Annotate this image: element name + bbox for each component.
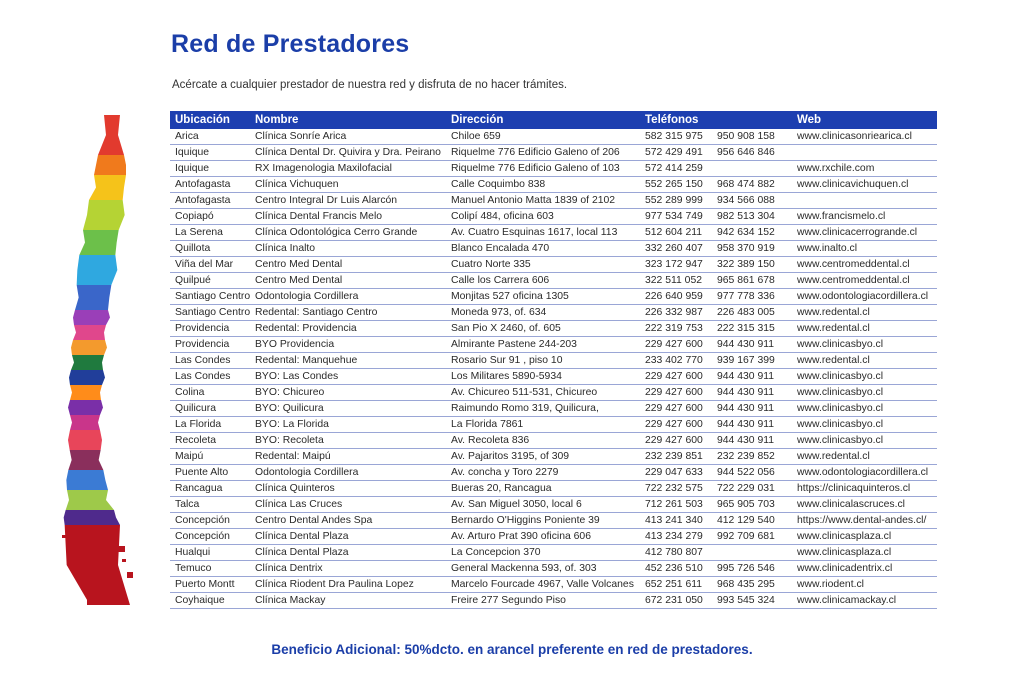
cell-ubicacion: Iquique (170, 161, 250, 177)
map-region (79, 230, 118, 255)
cell-nombre: Clínica Riodent Dra Paulina Lopez (250, 577, 446, 593)
cell-web[interactable]: www.rxchile.com (792, 161, 937, 177)
map-region (77, 255, 118, 285)
map-region (71, 355, 104, 370)
table-row (170, 417, 937, 433)
map-region (71, 340, 107, 355)
map-island (92, 547, 96, 550)
table-row (170, 289, 937, 305)
cell-direccion: Calle Coquimbo 838 (446, 177, 640, 193)
cell-web[interactable]: www.odontologiacordillera.cl (792, 465, 937, 481)
cell-ubicacion: Hualqui (170, 545, 250, 561)
cell-nombre: Clínica Dentrix (250, 561, 446, 577)
table-row (170, 193, 937, 209)
cell-ubicacion: Recoleta (170, 433, 250, 449)
cell-direccion: Colipí 484, oficina 603 (446, 209, 640, 225)
cell-direccion: Av. concha y Toro 2279 (446, 465, 640, 481)
cell-web[interactable]: www.clinicasbyo.cl (792, 385, 937, 401)
cell-nombre: RX Imagenologia Maxilofacial (250, 161, 446, 177)
cell-telefono-2: 944 430 911 (712, 369, 792, 385)
table-row (170, 225, 937, 241)
map-region (70, 385, 102, 400)
cell-direccion: Monjitas 527 oficina 1305 (446, 289, 640, 305)
cell-telefono-1: 229 047 633 (640, 465, 712, 481)
cell-nombre: Clínica Mackay (250, 593, 446, 609)
cell-direccion: Bernardo O'Higgins Poniente 39 (446, 513, 640, 529)
cell-telefono-2: 965 861 678 (712, 273, 792, 289)
cell-nombre: BYO Providencia (250, 337, 446, 353)
cell-web[interactable]: www.clinicamackay.cl (792, 593, 937, 609)
cell-web[interactable]: www.clinicasbyo.cl (792, 401, 937, 417)
cell-telefono-2: 232 239 852 (712, 449, 792, 465)
cell-telefono-2: 965 905 703 (712, 497, 792, 513)
cell-telefono-1: 552 265 150 (640, 177, 712, 193)
cell-ubicacion: Arica (170, 129, 250, 145)
table-row (170, 513, 937, 529)
cell-web[interactable]: www.clinicasbyo.cl (792, 417, 937, 433)
cell-ubicacion: Puente Alto (170, 465, 250, 481)
cell-telefono-2: 934 566 088 (712, 193, 792, 209)
cell-web[interactable]: www.clinicasplaza.cl (792, 529, 937, 545)
cell-telefono-2: 968 435 295 (712, 577, 792, 593)
cell-telefono-1: 413 234 279 (640, 529, 712, 545)
cell-telefono-1: 412 780 807 (640, 545, 712, 561)
map-island (87, 600, 95, 605)
footer-benefit-note: Beneficio Adicional: 50%dcto. en arancel preferente en red de prestadores. (271, 642, 753, 657)
page-subtitle: Acércate a cualquier prestador de nuestra red y disfruta de no hacer trámites. (172, 79, 568, 91)
cell-nombre: BYO: Recoleta (250, 433, 446, 449)
cell-telefono-2: 412 129 540 (712, 513, 792, 529)
cell-nombre: Clínica Sonríe Arica (250, 129, 446, 145)
map-island (97, 560, 103, 566)
cell-web[interactable]: www.francismelo.cl (792, 209, 937, 225)
cell-telefono-2: 944 522 056 (712, 465, 792, 481)
cell-ubicacion: Copiapó (170, 209, 250, 225)
cell-telefono-2 (712, 161, 792, 177)
cell-web[interactable]: www.centromeddental.cl (792, 273, 937, 289)
cell-ubicacion: Viña del Mar (170, 257, 250, 273)
cell-telefono-1: 572 429 491 (640, 145, 712, 161)
cell-ubicacion: Talca (170, 497, 250, 513)
cell-web (792, 193, 937, 209)
table-row (170, 321, 937, 337)
cell-direccion: Manuel Antonio Matta 1839 of 2102 (446, 193, 640, 209)
cell-web[interactable]: www.redental.cl (792, 353, 937, 369)
cell-web[interactable]: www.centromeddental.cl (792, 257, 937, 273)
cell-telefono-2: 977 778 336 (712, 289, 792, 305)
cell-telefono-1: 452 236 510 (640, 561, 712, 577)
column-header-ubicacion: Ubicación (170, 111, 250, 129)
cell-ubicacion: Colina (170, 385, 250, 401)
cell-web[interactable]: www.redental.cl (792, 321, 937, 337)
cell-telefono-2: 993 545 324 (712, 593, 792, 609)
cell-web[interactable]: www.clinicadentrix.cl (792, 561, 937, 577)
cell-ubicacion: Santiago Centro (170, 289, 250, 305)
cell-telefono-1: 233 402 770 (640, 353, 712, 369)
cell-web[interactable]: www.odontologiacordillera.cl (792, 289, 937, 305)
cell-web[interactable]: www.inalto.cl (792, 241, 937, 257)
cell-telefono-1: 722 232 575 (640, 481, 712, 497)
cell-telefono-2: 958 370 919 (712, 241, 792, 257)
cell-direccion: Chiloe 659 (446, 129, 640, 145)
cell-direccion: Riquelme 776 Edificio Galeno of 103 (446, 161, 640, 177)
cell-telefono-2: 968 474 882 (712, 177, 792, 193)
cell-nombre: Clínica Odontológica Cerro Grande (250, 225, 446, 241)
cell-telefono-1: 322 511 052 (640, 273, 712, 289)
cell-direccion: Blanco Encalada 470 (446, 241, 640, 257)
cell-telefono-2: 950 908 158 (712, 129, 792, 145)
cell-telefono-2: 942 634 152 (712, 225, 792, 241)
map-region (64, 510, 120, 525)
cell-nombre: Clínica Las Cruces (250, 497, 446, 513)
cell-ubicacion: Puerto Montt (170, 577, 250, 593)
cell-direccion: Rosario Sur 91 , piso 10 (446, 353, 640, 369)
map-region (68, 450, 103, 470)
cell-ubicacion: Providencia (170, 337, 250, 353)
cell-ubicacion: Iquique (170, 145, 250, 161)
map-island (102, 573, 110, 576)
chile-regions-map-icon (60, 115, 145, 605)
cell-nombre: Clínica Dental Dr. Quivira y Dra. Peirano (250, 145, 446, 161)
table-row (170, 257, 937, 273)
table-row (170, 161, 937, 177)
map-region (83, 200, 125, 230)
cell-telefono-2: 956 646 846 (712, 145, 792, 161)
cell-nombre: Centro Dental Andes Spa (250, 513, 446, 529)
cell-ubicacion: Antofagasta (170, 177, 250, 193)
cell-nombre: Redental: Manquehue (250, 353, 446, 369)
cell-telefono-2: 722 229 031 (712, 481, 792, 497)
table-row (170, 145, 937, 161)
cell-ubicacion: Quillota (170, 241, 250, 257)
cell-ubicacion: Concepción (170, 513, 250, 529)
cell-ubicacion: Maipú (170, 449, 250, 465)
cell-direccion: Av. Pajaritos 3195, of 309 (446, 449, 640, 465)
cell-direccion: Raimundo Romo 319, Quilicura, (446, 401, 640, 417)
table-row (170, 481, 937, 497)
cell-nombre: BYO: La Florida (250, 417, 446, 433)
cell-telefono-2: 944 430 911 (712, 417, 792, 433)
cell-nombre: Redental: Santiago Centro (250, 305, 446, 321)
cell-direccion: La Florida 7861 (446, 417, 640, 433)
cell-telefono-1: 712 261 503 (640, 497, 712, 513)
table-row (170, 209, 937, 225)
cell-web[interactable]: https://clinicaquinteros.cl (792, 481, 937, 497)
cell-nombre: Centro Med Dental (250, 257, 446, 273)
cell-nombre: Odontologia Cordillera (250, 289, 446, 305)
cell-ubicacion: Las Condes (170, 353, 250, 369)
cell-ubicacion: Las Condes (170, 369, 250, 385)
cell-telefono-1: 552 289 999 (640, 193, 712, 209)
cell-telefono-1: 226 640 959 (640, 289, 712, 305)
table-row (170, 561, 937, 577)
table-row (170, 433, 937, 449)
providers-table (170, 111, 937, 609)
map-region (94, 155, 126, 175)
cell-telefono-2: 982 513 304 (712, 209, 792, 225)
cell-web[interactable]: www.clinicasplaza.cl (792, 545, 937, 561)
cell-telefono-2: 322 389 150 (712, 257, 792, 273)
cell-ubicacion: La Florida (170, 417, 250, 433)
cell-telefono-1: 229 427 600 (640, 337, 712, 353)
cell-ubicacion: Coyhaique (170, 593, 250, 609)
cell-direccion: Av. Recoleta 836 (446, 433, 640, 449)
table-row (170, 353, 937, 369)
cell-telefono-1: 582 315 975 (640, 129, 712, 145)
table-row (170, 385, 937, 401)
page-title: Red de Prestadores (171, 30, 410, 58)
cell-telefono-1: 226 332 987 (640, 305, 712, 321)
column-header-telefonos: Teléfonos (640, 111, 712, 129)
cell-direccion: Av. Arturo Prat 390 oficina 606 (446, 529, 640, 545)
cell-telefono-1: 332 260 407 (640, 241, 712, 257)
cell-direccion: La Concepcion 370 (446, 545, 640, 561)
cell-direccion: Los Militares 5890-5934 (446, 369, 640, 385)
cell-nombre: Centro Integral Dr Luis Alarcón (250, 193, 446, 209)
table-row (170, 369, 937, 385)
table-row (170, 577, 937, 593)
cell-telefono-1: 413 241 340 (640, 513, 712, 529)
cell-ubicacion: Santiago Centro (170, 305, 250, 321)
cell-web[interactable]: www.clinicasbyo.cl (792, 337, 937, 353)
cell-telefono-2: 944 430 911 (712, 433, 792, 449)
column-header-nombre: Nombre (250, 111, 446, 129)
cell-direccion: Moneda 973, of. 634 (446, 305, 640, 321)
cell-telefono-2: 992 709 681 (712, 529, 792, 545)
cell-web[interactable]: www.redental.cl (792, 305, 937, 321)
cell-nombre: Clínica Quinteros (250, 481, 446, 497)
cell-nombre: Clínica Dental Plaza (250, 529, 446, 545)
cell-telefono-1: 323 172 947 (640, 257, 712, 273)
table-row (170, 273, 937, 289)
cell-telefono-1: 229 427 600 (640, 433, 712, 449)
map-island (72, 561, 80, 564)
cell-direccion: Riquelme 776 Edificio Galeno of 206 (446, 145, 640, 161)
table-row (170, 241, 937, 257)
cell-ubicacion: Quilpué (170, 273, 250, 289)
map-island (127, 572, 133, 578)
cell-direccion: Av. Chicureo 511-531, Chicureo (446, 385, 640, 401)
cell-nombre: BYO: Chicureo (250, 385, 446, 401)
map-region (66, 490, 114, 510)
cell-telefono-2: 222 315 315 (712, 321, 792, 337)
table-row (170, 545, 937, 561)
cell-telefono-1: 652 251 611 (640, 577, 712, 593)
cell-web[interactable]: www.clinicalascruces.cl (792, 497, 937, 513)
cell-telefono-2: 995 726 546 (712, 561, 792, 577)
cell-telefono-2: 944 430 911 (712, 401, 792, 417)
map-region (98, 115, 124, 155)
table-row (170, 497, 937, 513)
map-region (89, 175, 126, 200)
cell-direccion: Av. San Miguel 3050, local 6 (446, 497, 640, 513)
cell-ubicacion: Providencia (170, 321, 250, 337)
cell-nombre: Clínica Vichuquen (250, 177, 446, 193)
cell-telefono-1: 232 239 851 (640, 449, 712, 465)
column-header-telefono-2 (712, 111, 792, 129)
cell-nombre: Clínica Inalto (250, 241, 446, 257)
table-row (170, 305, 937, 321)
cell-telefono-1: 229 427 600 (640, 401, 712, 417)
cell-telefono-1: 672 231 050 (640, 593, 712, 609)
map-island (77, 574, 81, 580)
cell-nombre: BYO: Quilicura (250, 401, 446, 417)
cell-direccion: Bueras 20, Rancagua (446, 481, 640, 497)
cell-telefono-2: 226 483 005 (712, 305, 792, 321)
column-header-direccion: Dirección (446, 111, 640, 129)
cell-nombre: Clínica Dental Francis Melo (250, 209, 446, 225)
cell-web[interactable]: www.clinicasbyo.cl (792, 369, 937, 385)
cell-telefono-1: 229 427 600 (640, 385, 712, 401)
cell-telefono-1: 222 319 753 (640, 321, 712, 337)
cell-telefono-2: 939 167 399 (712, 353, 792, 369)
map-island (112, 599, 118, 602)
cell-telefono-1: 512 604 211 (640, 225, 712, 241)
cell-web[interactable]: www.clinicavichuquen.cl (792, 177, 937, 193)
column-header-web: Web (792, 111, 937, 129)
cell-direccion: Almirante Pastene 244-203 (446, 337, 640, 353)
cell-ubicacion: Temuco (170, 561, 250, 577)
table-header-row (170, 111, 937, 129)
map-region (75, 285, 111, 310)
map-region (73, 310, 110, 325)
table-row (170, 593, 937, 609)
cell-direccion: Marcelo Fourcade 4967, Valle Volcanes (446, 577, 640, 593)
cell-web[interactable]: www.clinicacerrogrande.cl (792, 225, 937, 241)
cell-telefono-2: 944 430 911 (712, 385, 792, 401)
cell-telefono-2 (712, 545, 792, 561)
cell-direccion: Av. Cuatro Esquinas 1617, local 113 (446, 225, 640, 241)
cell-nombre: Clínica Dental Plaza (250, 545, 446, 561)
cell-web[interactable]: www.clinicasonriearica.cl (792, 129, 937, 145)
cell-direccion: Calle los Carrera 606 (446, 273, 640, 289)
cell-direccion: San Pio X 2460, of. 605 (446, 321, 640, 337)
map-region (66, 470, 108, 490)
cell-web[interactable]: www.redental.cl (792, 449, 937, 465)
cell-ubicacion: Antofagasta (170, 193, 250, 209)
table-row (170, 337, 937, 353)
map-island (107, 586, 111, 592)
cell-direccion: Freire 277 Segundo Piso (446, 593, 640, 609)
cell-web (792, 145, 937, 161)
table-row (170, 177, 937, 193)
cell-ubicacion: Rancagua (170, 481, 250, 497)
table-row (170, 401, 937, 417)
table-row (170, 129, 937, 145)
cell-telefono-2: 944 430 911 (712, 337, 792, 353)
cell-ubicacion: Quilicura (170, 401, 250, 417)
cell-web[interactable]: www.clinicasbyo.cl (792, 433, 937, 449)
cell-direccion: Cuatro Norte 335 (446, 257, 640, 273)
map-island (62, 535, 66, 538)
cell-telefono-1: 977 534 749 (640, 209, 712, 225)
cell-ubicacion: La Serena (170, 225, 250, 241)
map-island (67, 548, 73, 554)
cell-telefono-1: 229 427 600 (640, 369, 712, 385)
map-region (68, 400, 103, 415)
cell-telefono-1: 572 414 259 (640, 161, 712, 177)
cell-nombre: BYO: Las Condes (250, 369, 446, 385)
cell-nombre: Redental: Maipú (250, 449, 446, 465)
cell-telefono-1: 229 427 600 (640, 417, 712, 433)
cell-nombre: Redental: Providencia (250, 321, 446, 337)
cell-ubicacion: Concepción (170, 529, 250, 545)
table-row (170, 465, 937, 481)
cell-nombre: Centro Med Dental (250, 273, 446, 289)
map-island (122, 559, 126, 562)
map-region (69, 370, 105, 385)
map-region (68, 430, 102, 450)
map-region (73, 325, 106, 340)
map-island (117, 546, 125, 552)
table-row (170, 449, 937, 465)
cell-web[interactable]: www.riodent.cl (792, 577, 937, 593)
cell-nombre: Odontologia Cordillera (250, 465, 446, 481)
map-region (70, 415, 100, 430)
cell-direccion: General Mackenna 593, of. 303 (446, 561, 640, 577)
map-island (82, 587, 88, 590)
cell-web[interactable]: https://www.dental-andes.cl/ (792, 513, 937, 529)
table-row (170, 529, 937, 545)
